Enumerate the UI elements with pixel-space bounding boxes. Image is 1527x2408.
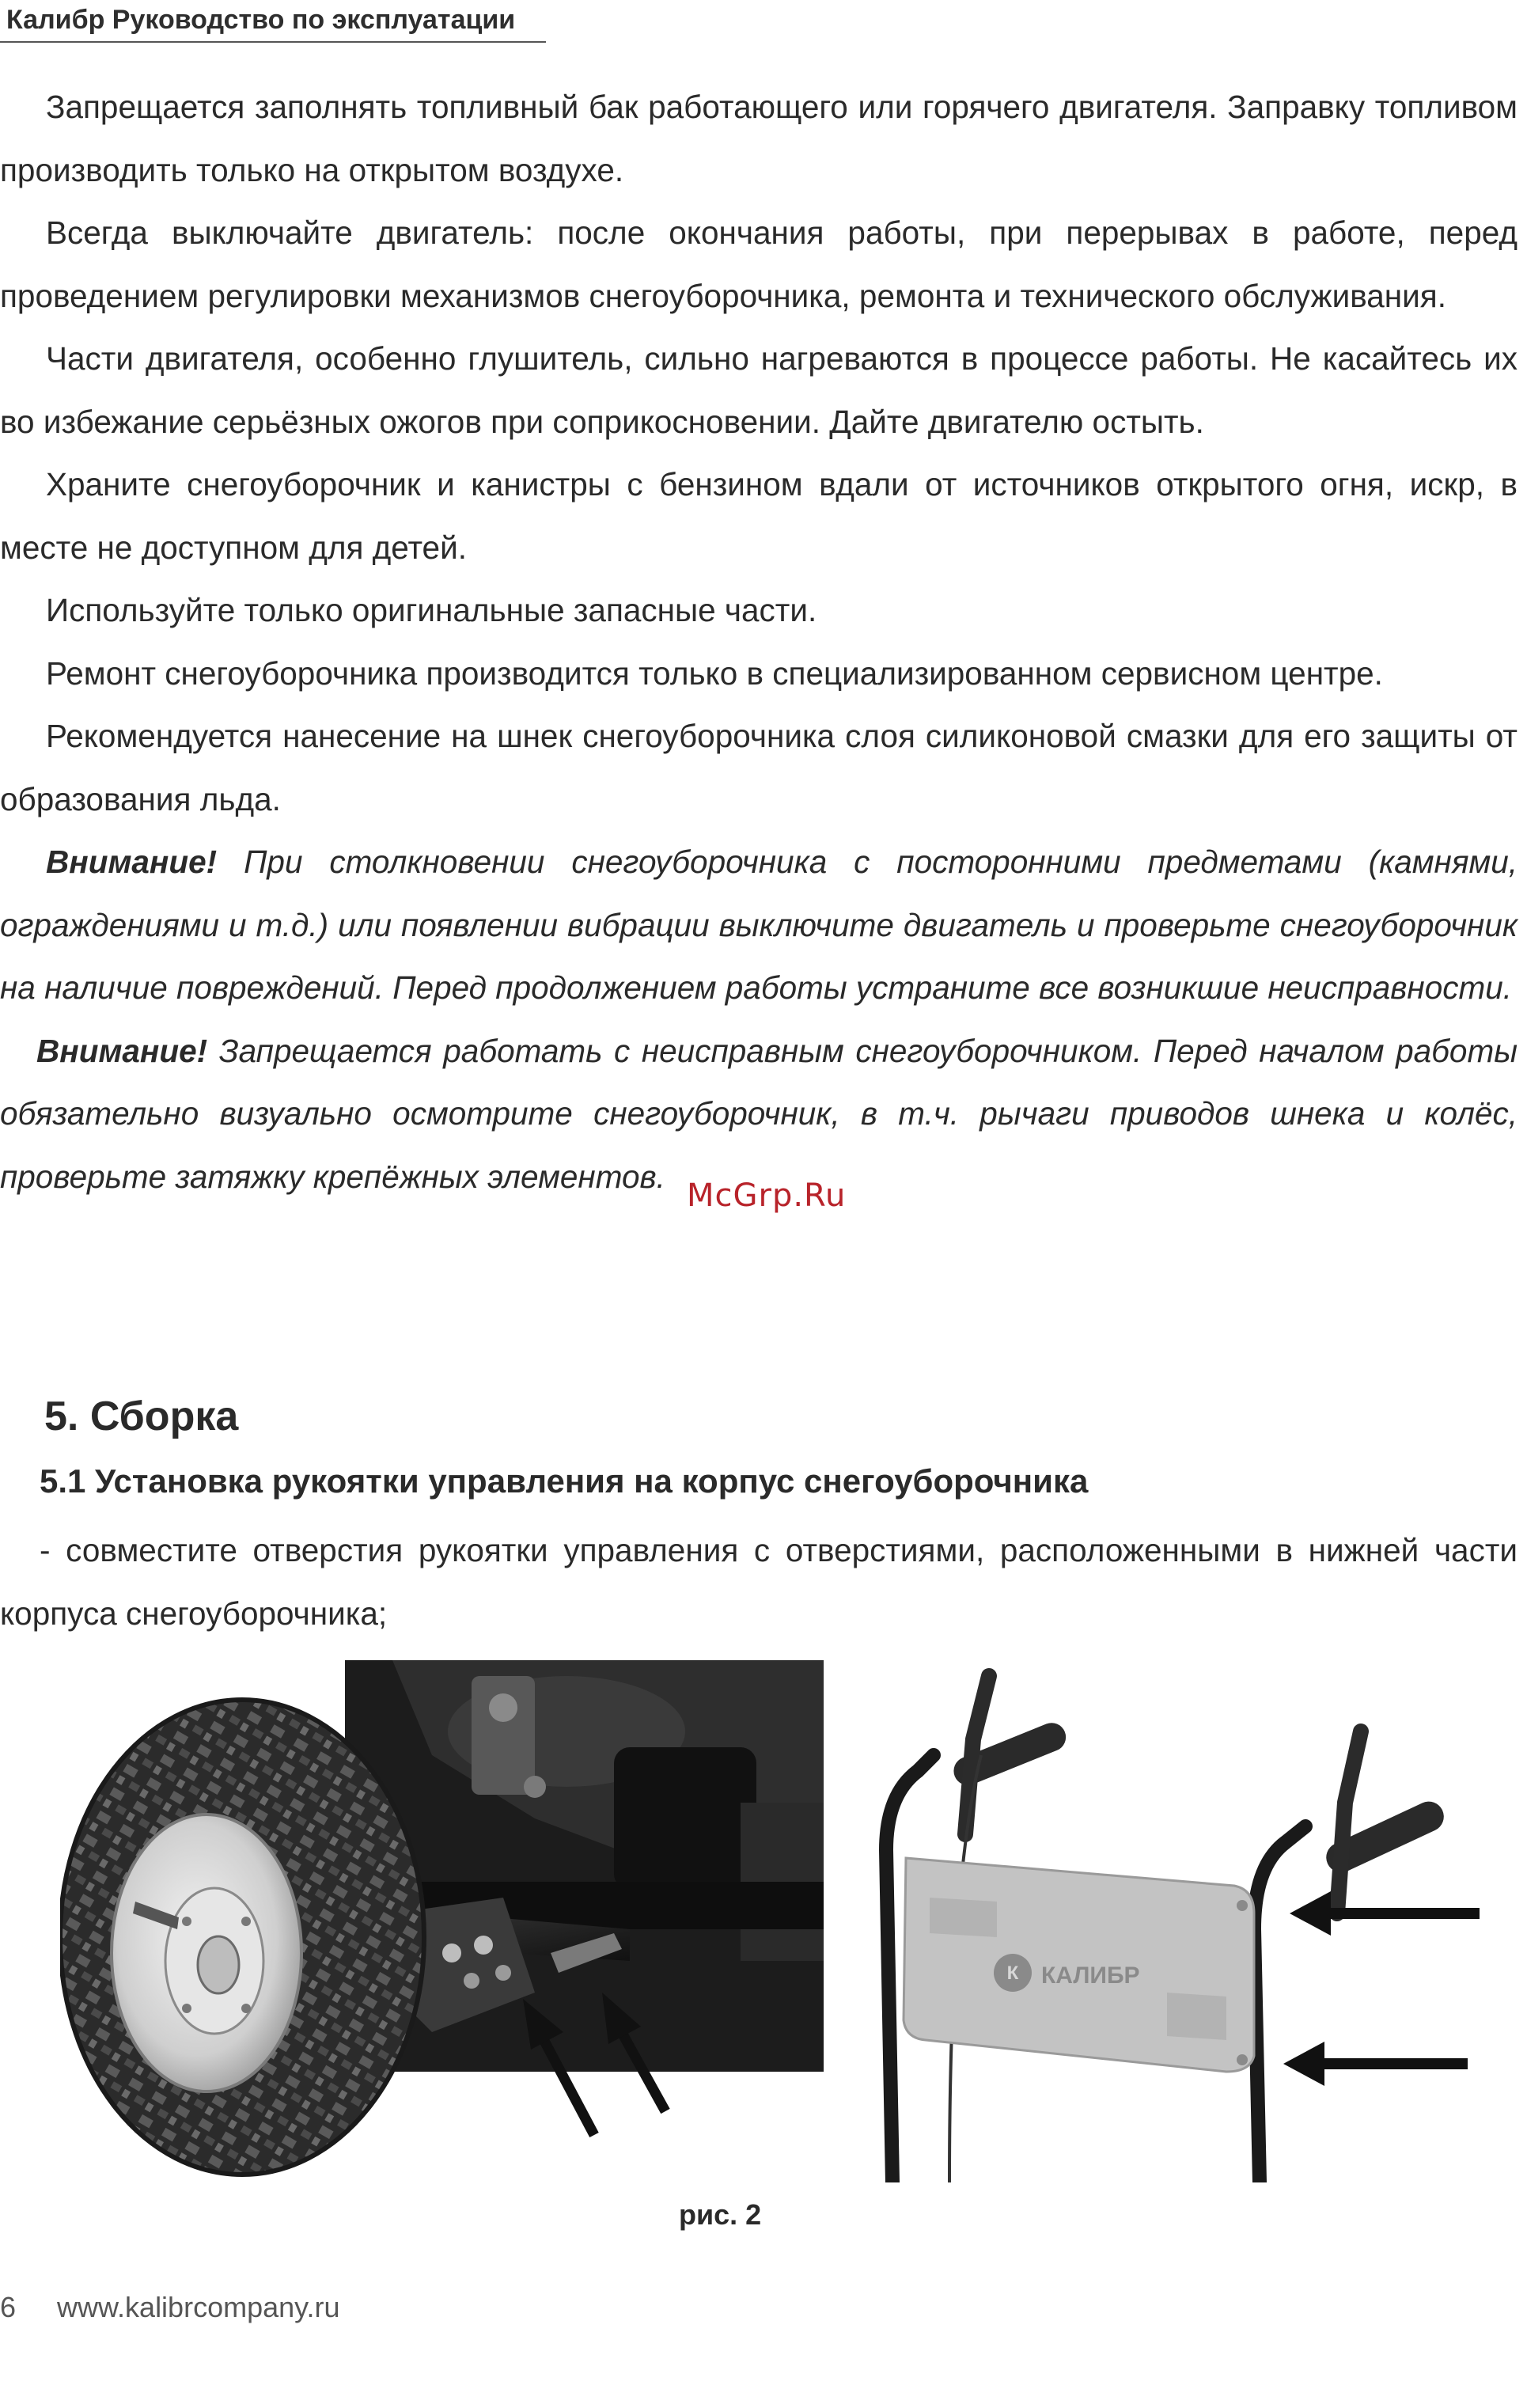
watermark: McGrp.Ru [687, 1177, 847, 1214]
paragraph: Запрещается заполнять топливный бак работающего или горячего двигателя. Заправку топливом производить только на открытом воздухе. [0, 89, 1518, 188]
figure-caption: рис. 2 [679, 2198, 762, 2231]
warning-label: Внимание! [36, 1032, 208, 1069]
page-header: Калибр Руководство по эксплуатации [6, 4, 516, 35]
paragraph: Используйте только оригинальные запасные части. [46, 592, 817, 628]
warning-paragraph [0, 831, 1518, 1020]
paragraph: Ремонт снегоуборочника производится только в специализированном сервисном центре. [46, 654, 1383, 692]
warning-text: Запрещается работать с неисправным снегоуборочником. Перед началом работы обязательно визуально осмотрите снегоуборочник, в т.ч. рычаги приводов шнека и колёс, проверьте затяжку крепёжных элементов. [0, 1032, 1518, 1195]
paragraph: Всегда выключайте двигатель: после окончания работы, при перерывах в работе, перед проведением регулировки механизмов снегоуборочника, ремонта и технического обслуживания. [0, 214, 1518, 314]
paragraph: Рекомендуется нанесение на шнек снегоуборочника слоя силиконовой смазки для его защиты от образования льда. [0, 718, 1518, 817]
arrow-icon [1290, 1891, 1480, 1936]
wheel-mount-photo [60, 1660, 824, 2214]
control-handle-photo [854, 1660, 1487, 2182]
page-footer [0, 2291, 339, 2324]
header-divider [0, 41, 546, 43]
page-number: 6 [0, 2291, 17, 2323]
paragraph: Части двигателя, особенно глушитель, сильно нагреваются в процессе работы. Не касайтесь их во избежание серьёзных ожогов при соприкосновении. Дайте двигателю остыть. [0, 340, 1518, 440]
brand-logo: КАЛИБР [1041, 1962, 1140, 1989]
body-text [0, 76, 1518, 1208]
warning-text: При столкновении снегоуборочника с посторонними предметами (камнями, ограждениями и т.д.) или появлении вибрации выключите двигатель и проверьте снегоуборочник на наличие повреждений. Перед продолжением работы устраните все возникшие неисправности. [0, 844, 1518, 1006]
subsection-title: 5.1 Установка рукоятки управления на корпус снегоуборочника [40, 1462, 1089, 1500]
paragraph: Храните снегоуборочник и канистры с бензином вдали от источников открытого огня, искр, в месте не доступном для детей. [0, 466, 1518, 566]
assembly-step: - совместите отверстия рукоятки управления с отверстиями, расположенными в нижней части корпуса снегоуборочника; [0, 1532, 1518, 1632]
section-title: 5. Сборка [44, 1394, 239, 1439]
arrow-icon [1283, 2042, 1468, 2086]
website-link[interactable]: www.kalibrcompany.ru [57, 2291, 340, 2323]
svg-text:К: К [1006, 1962, 1019, 1984]
warning-label: Внимание! [46, 844, 218, 880]
